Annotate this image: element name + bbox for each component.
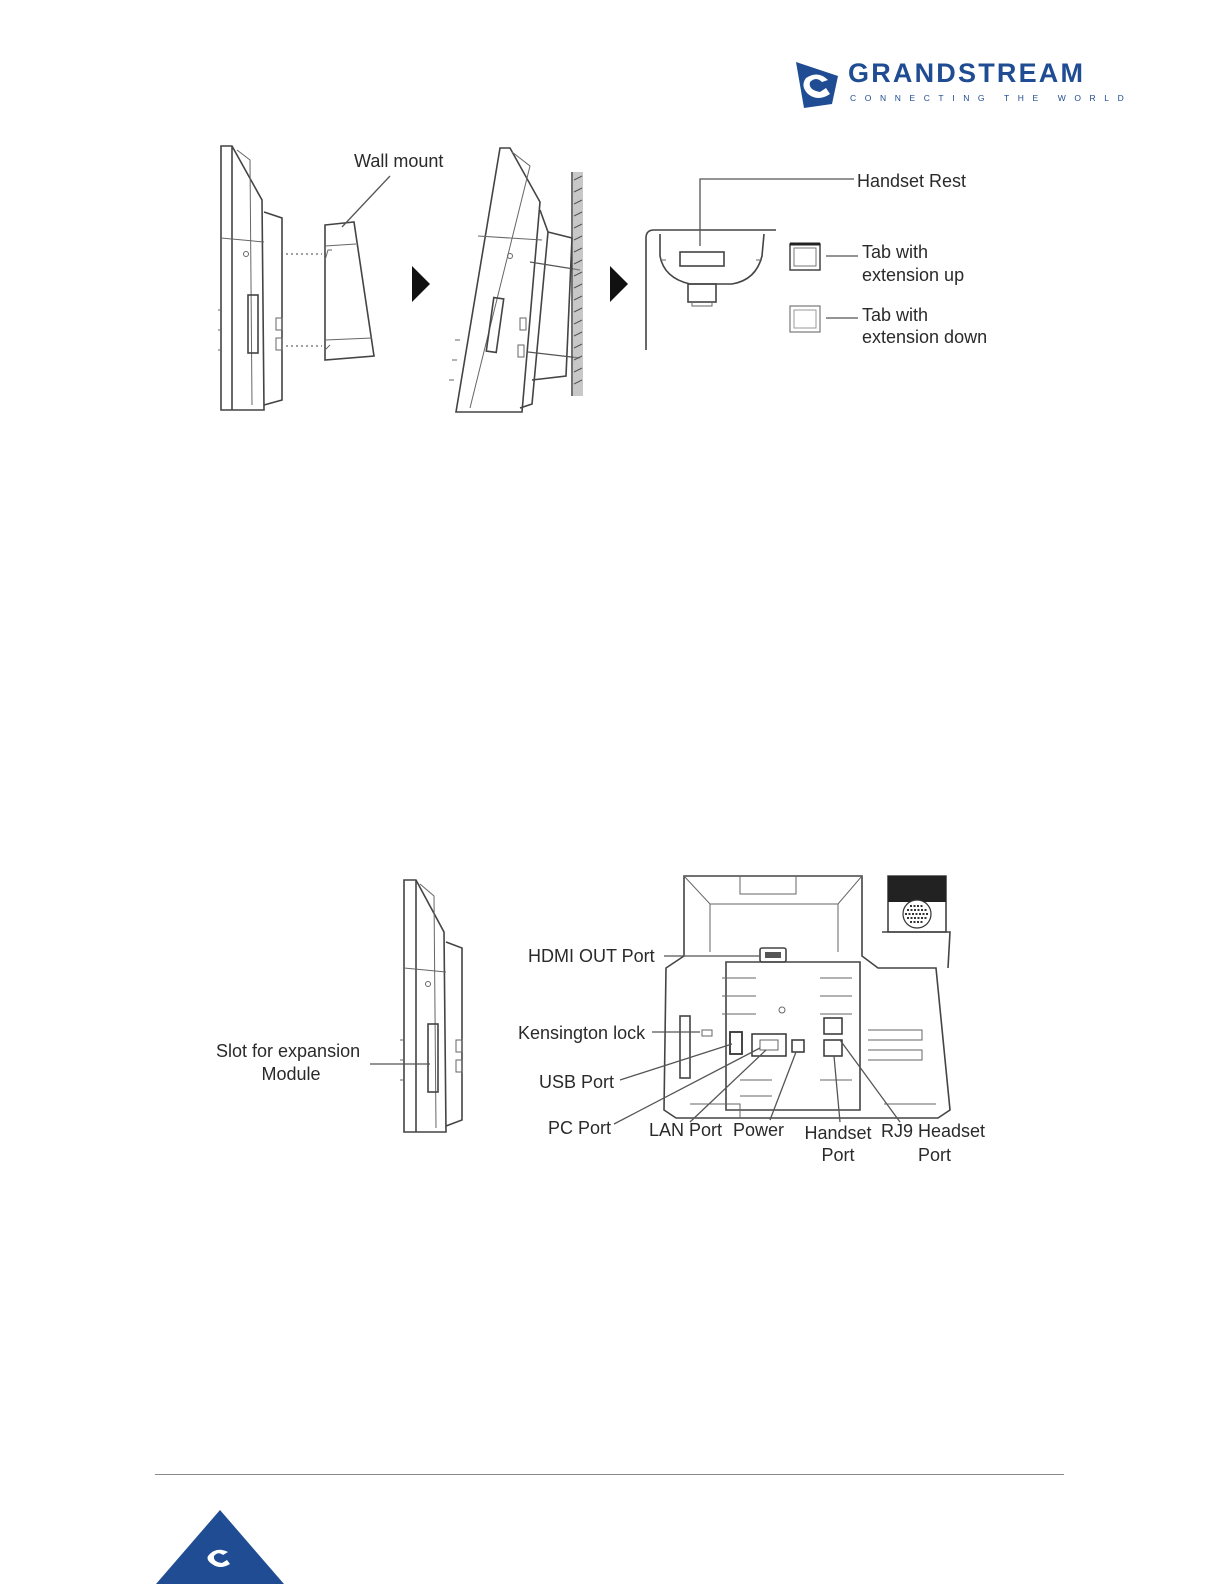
slot-label-line1: Slot for expansion — [216, 1041, 361, 1061]
footer-logo-icon — [156, 1500, 284, 1584]
handset-port-label-line2: Port — [821, 1145, 855, 1165]
tab-up-label-line1: Tab with — [862, 242, 929, 262]
wall-mount-label: Wall mount — [354, 151, 444, 171]
usb-port-label: USB Port — [539, 1072, 615, 1092]
handset-rest-label: Handset Rest — [857, 171, 967, 191]
lan-port-label: LAN Port — [649, 1120, 723, 1140]
rj9-port-label-line1: RJ9 Headset — [881, 1121, 986, 1141]
tab-down-label-line1: Tab with — [862, 305, 929, 325]
tab-up-label-line2: extension up — [862, 265, 965, 285]
tab-down-label-line2: extension down — [862, 327, 988, 347]
rj9-port-label-line2: Port — [918, 1145, 952, 1165]
pc-port-label: PC Port — [548, 1118, 612, 1138]
footer-divider — [155, 1474, 1064, 1475]
handset-icon — [882, 876, 950, 968]
hdmi-port-label: HDMI OUT Port — [528, 946, 655, 966]
power-port-label: Power — [733, 1120, 785, 1140]
brand-name: GRANDSTREAM — [848, 58, 1086, 88]
brand-tagline: CONNECTING THE WORLD — [850, 93, 1133, 103]
kensington-lock-label: Kensington lock — [518, 1023, 646, 1043]
slot-label-line2: Module — [261, 1064, 321, 1084]
handset-port-label-line1: Handset — [804, 1123, 872, 1143]
phone-side-view-slot — [400, 880, 462, 1132]
